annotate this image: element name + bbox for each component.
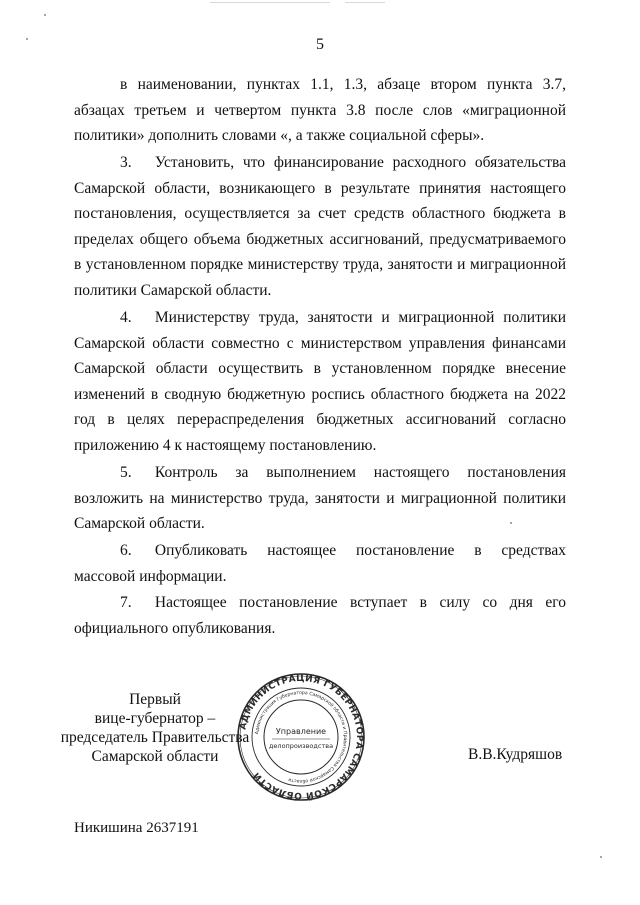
paragraph-text: в наименовании, пунктах 1.1, 1.3, абзаце втором пункта 3.7, абзацах третьем и четвертом пункта 3.8 после слов «миграционной политики» дополнить словами «, а также социальной сферы». [74,76,566,145]
seal-center-line2: делопроизводства [268,742,334,750]
paragraph-number: 6. [120,542,132,559]
signatory-title [60,690,250,766]
paragraph-text: Министерству труда, занятости и миграционной политики Самарской области совместно с министерством управления финансами Самарской области осуществить в установленном порядке внесение изменений в сводную бюджетную роспись областного бюджета на 2022 год в целях перераспределения бюджетных ассигнований согласно приложению 4 к настоящему постановлению. [74,309,566,454]
paragraph-text: Настоящее постановление вступает в силу со дня его официального опубликования. [74,594,566,637]
paragraph-6 [74,538,566,589]
paragraph-text: Контроль за выполнением настоящего постановления возложить на министерство труда, занятости и миграционной политики Самарской области. [74,464,566,533]
scan-artifact-line [345,2,385,3]
signatory-title-line: Первый [129,691,181,708]
scan-artifact-dot [510,522,512,524]
page-number: 5 [316,36,324,53]
paragraph-7 [74,590,566,641]
signatory-title-line: вице-губернатор – [94,710,216,727]
official-seal [236,672,366,802]
executor-info: Никишина 2637191 [74,820,199,836]
scan-artifact-dot [600,856,602,858]
paragraph-number: 5. [120,464,132,481]
seal-inner-text: Администрация Губернатора Самарской области и Правительства Самарской области [255,690,348,784]
paragraph-4 [74,305,566,459]
scan-artifact-dot [44,14,46,16]
paragraph-text: Опубликовать настоящее постановление в средствах массовой информации. [74,542,566,585]
paragraph-number: 3. [120,154,132,171]
signatory-name: В.В.Кудряшов [468,746,563,763]
paragraph-continuation [74,72,566,149]
seal-center-line1: Управление [275,727,327,736]
scan-artifact-line [210,2,330,3]
svg-text:Администрация Губернатора Сама [254,691,348,784]
paragraph-number: 4. [120,309,132,326]
signatory-title-line: Самарской области [91,748,219,765]
signatory-title-line: председатель Правительства [60,729,250,746]
seal-outer-text: АДМИНИСТРАЦИЯ ГУБЕРНАТОРА САМАРСКОЙ ОБЛАСТИ [238,673,365,801]
paragraph-text: Установить, что финансирование расходного обязательства Самарской области, возникающего в результате принятия настоящего постановления, осуществляется за счет средств областного бюджета в пределах общего объема бюджетных ассигнований, предусматриваемого в установленном порядке министерству труда, занятости и миграционной политики Самарской области. [74,154,566,299]
paragraph-3 [74,150,566,304]
paragraph-number: 7. [120,594,132,611]
paragraph-5 [74,460,566,537]
